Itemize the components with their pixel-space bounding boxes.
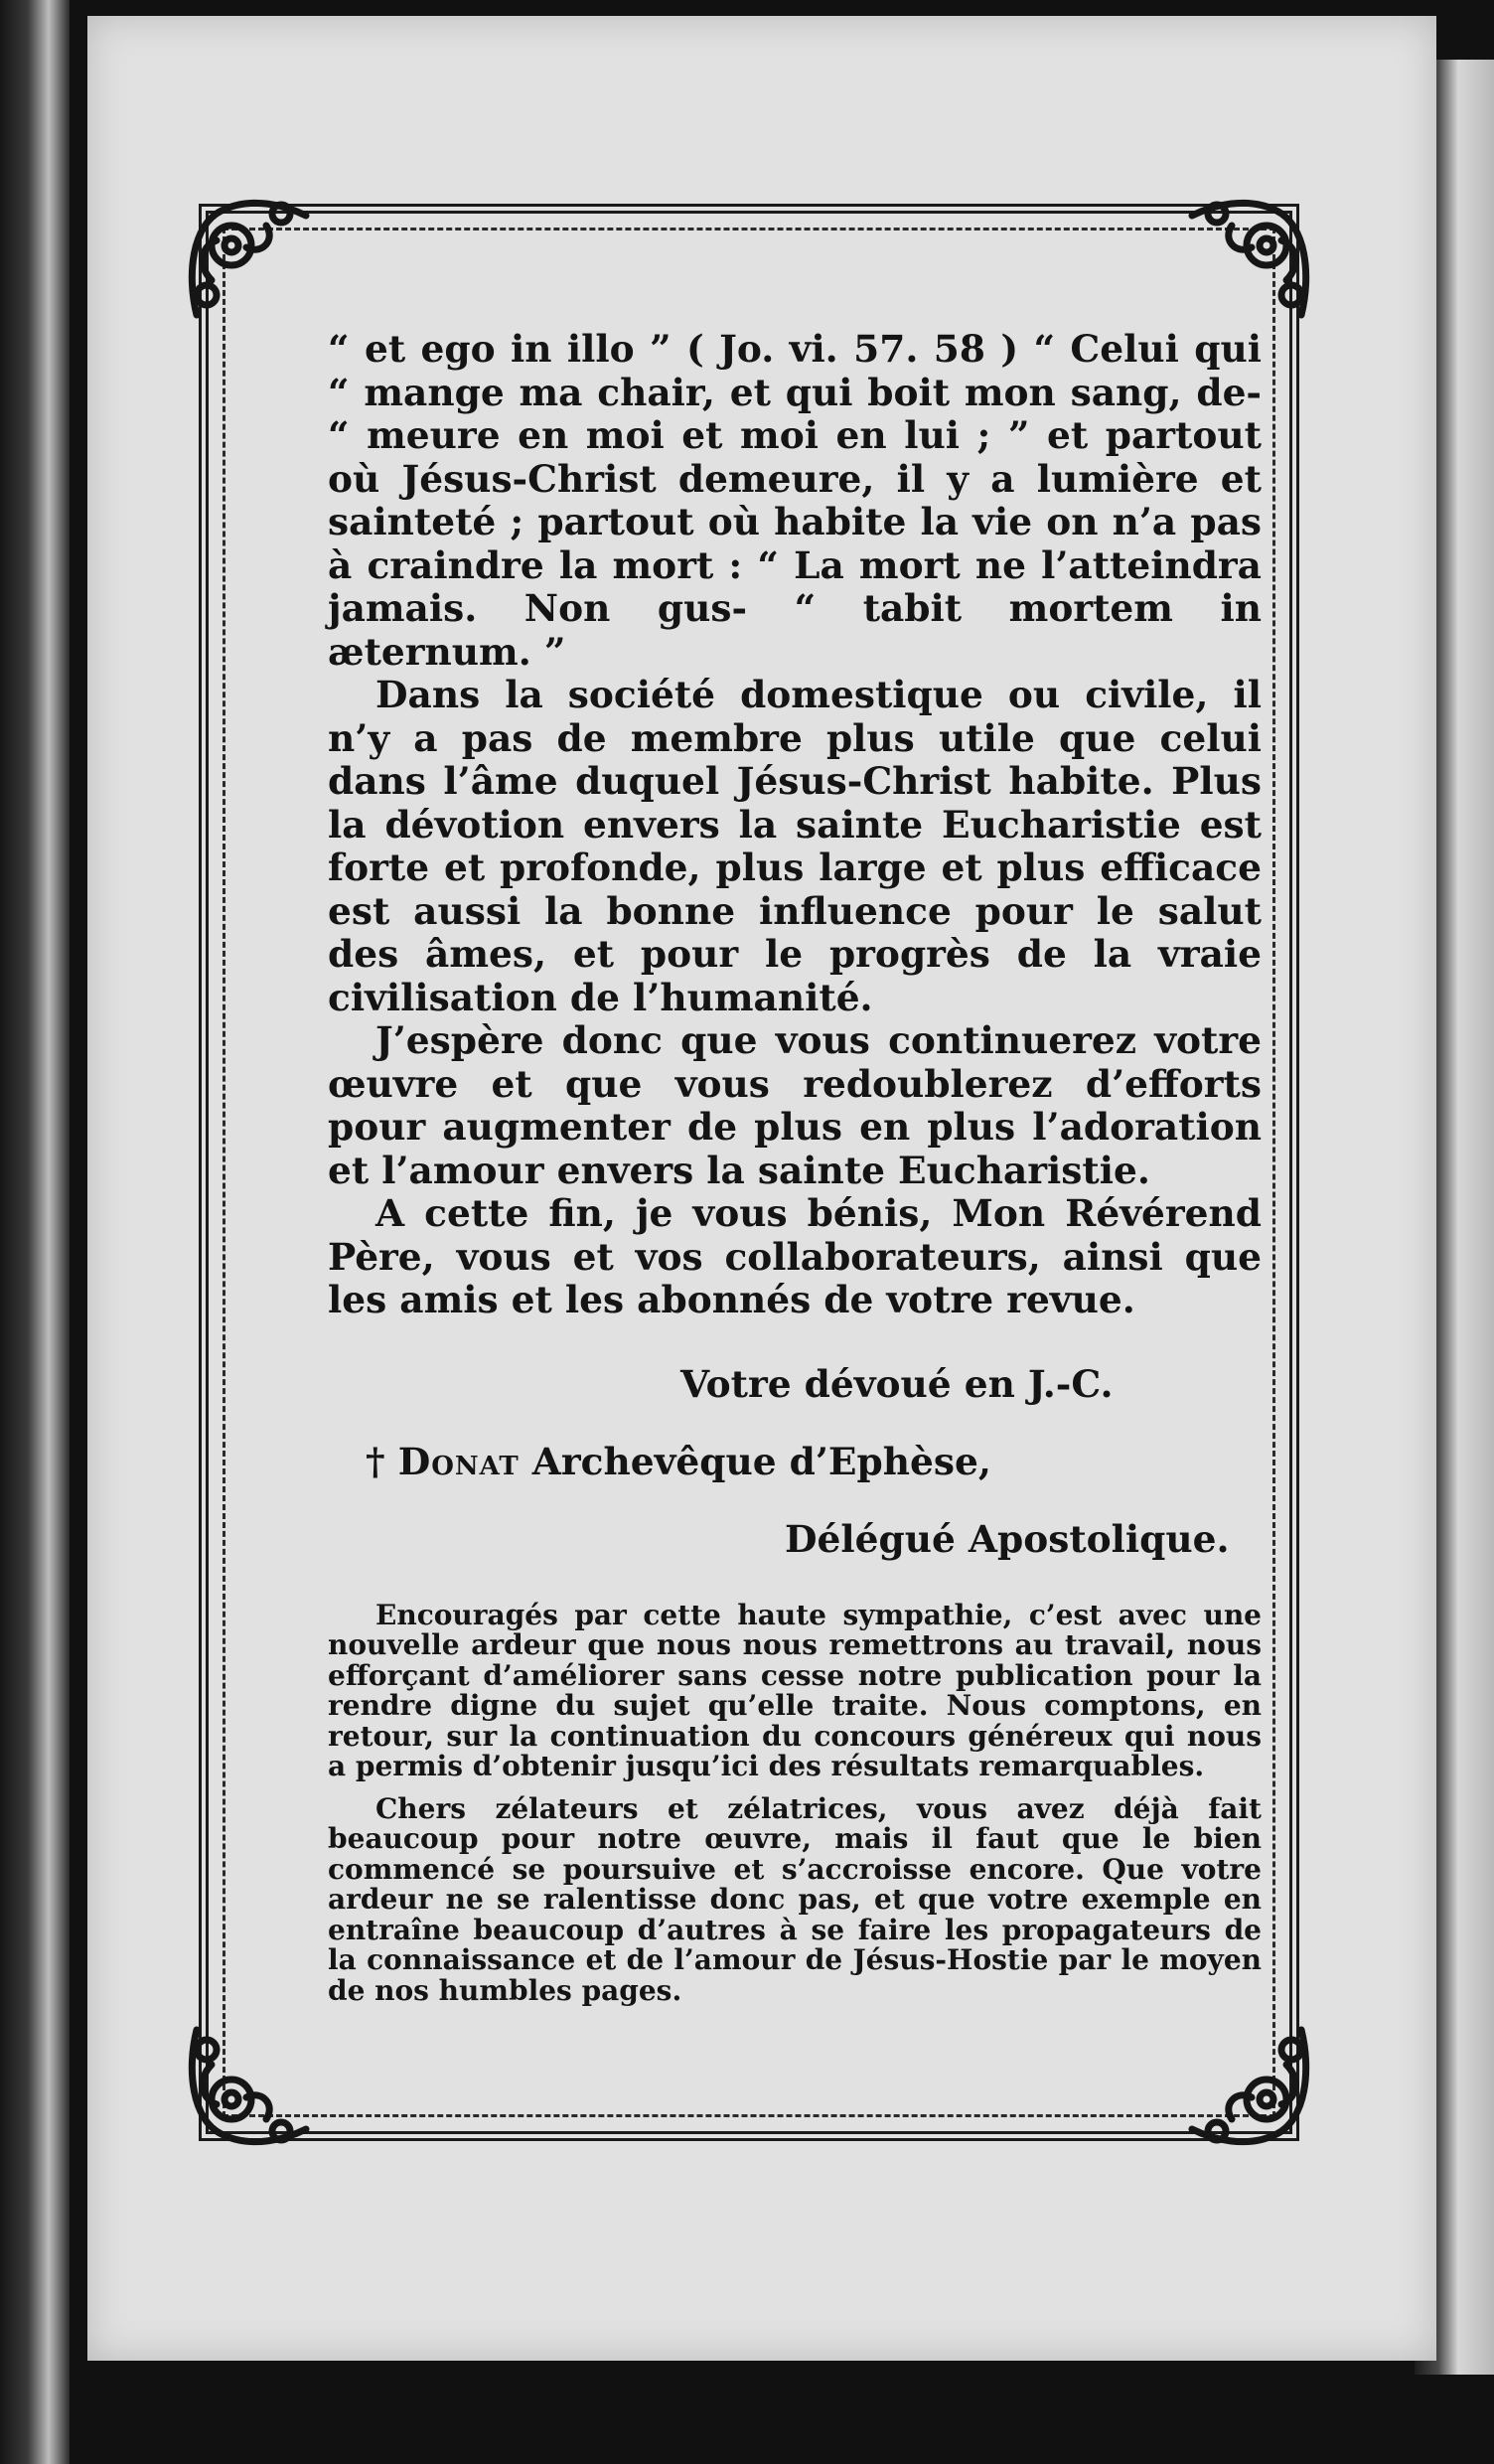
paragraph-hope: J’espère donc que vous continuerez votre œuvre et que vous redoublerez d’efforts pour augmenter de plus en plus l’adoration et l’amour envers la sainte Eucharistie.: [328, 1018, 1262, 1192]
signer-name: Donat: [397, 1439, 520, 1483]
signer-title: Archevêque d’Ephèse,: [531, 1439, 991, 1483]
corner-ornament-icon: [1172, 2010, 1321, 2159]
editor-note-zealots: Chers zélateurs et zélatrices, vous avez déjà fait beaucoup pour notre œuvre, mais il faut que le bien commencé se poursuive et s’accroisse encore. Que votre ardeur ne se ralentisse donc pas, et que votre exemple en entraîne beaucoup d’autres à se faire les propagateurs de la connaissance et de l’amour de Jésus-Hostie par le moyen de nos humbles pages.: [328, 1791, 1262, 2007]
closing-line: Votre dévoué en J.-C.: [680, 1361, 1114, 1406]
corner-ornament-icon: [1172, 186, 1321, 335]
corner-ornament-icon: [177, 186, 326, 335]
paragraph-continuation: “ et ego in illo ” ( Jo. vi. 57. 58 ) “ Celui qui “ mange ma chair, et qui boit mon sang, de- “ meure en moi et moi en lui ; ” et partout où Jésus-Christ demeure, il y a lumière et sainteté ; partout où habite la vie on n’a pas à craindre la mort : “ La mort ne l’atteindra jamais. Non gus- “ tabit mortem in æternum. ”: [328, 327, 1262, 674]
paragraph-blessing: A cette fin, je vous bénis, Mon Révérend Père, vous et vos collaborateurs, ainsi que les amis et les abonnés de votre revue.: [328, 1191, 1262, 1321]
paragraph-society: Dans la société domestique ou civile, il n’y a pas de membre plus utile que celui dans l’âme duquel Jésus-Christ habite. Plus la dévotion envers la sainte Eucharistie est forte et profonde, plus large et plus efficace est aussi la bonne influence pour le salut des âmes, et pour le progrès de la vraie civilisation de l’humanité.: [328, 673, 1262, 1019]
letter-content: [328, 328, 1262, 2006]
signer-line: [328, 1440, 1262, 1483]
signer-role: Délégué Apostolique.: [785, 1516, 1230, 1561]
corner-ornament-icon: [177, 2010, 326, 2159]
cross-symbol: †: [366, 1439, 385, 1483]
editor-note-encouragement: Encouragés par cette haute sympathie, c’est avec une nouvelle ardeur que nous nous remettrons au travail, nous efforçant d’améliorer sans cesse notre publication pour la rendre digne du sujet qu’elle traite. Nous comptons, en retour, sur la continuation du concours généreux qui nous a permis d’obtenir jusqu’ici des résultats remarquables.: [328, 1598, 1262, 1782]
book-spine-left: [0, 0, 70, 2464]
